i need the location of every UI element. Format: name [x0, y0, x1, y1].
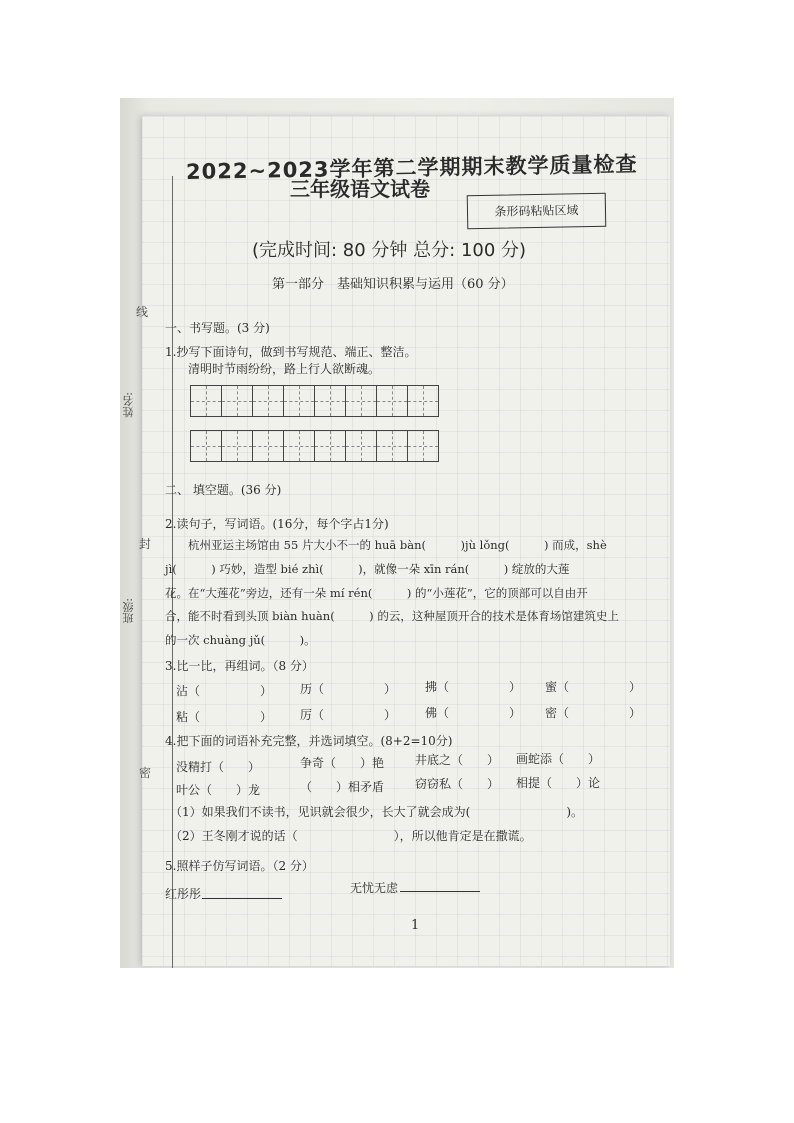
q3-prompt: 3.比一比，再组词。（8 分）	[165, 659, 314, 673]
q4-sentence-2: （2）王冬刚才说的话（ ），所以他肯定是在撒谎。	[170, 829, 532, 843]
grid-cell[interactable]	[377, 431, 408, 461]
q4-r1-c1: 没精打（ ）	[176, 760, 261, 774]
grid-cell[interactable]	[346, 431, 377, 461]
exam-title: 2022~2023学年第二学期期末教学质量检查	[185, 152, 638, 184]
q2-line-5: 的一次 chuàng jǔ( )。	[165, 633, 316, 647]
q4-r1-c4: 画蛇添（ ）	[516, 752, 601, 766]
q4-r2-c2: （ ）相矛盾	[300, 780, 385, 794]
mark-line: 线	[136, 305, 149, 319]
q3-r1-c4: 蜜（ ）	[545, 680, 642, 694]
q3-r1-c2: 历（ ）	[300, 682, 397, 696]
q3-r1-c3: 拂（ ）	[425, 680, 522, 694]
time-score: (完成时间: 80 分钟 总分: 100 分)	[252, 240, 527, 261]
q5-example-2: 无忧无虑	[350, 881, 399, 895]
poem-text: 清明时节雨纷纷，路上行人欲断魂。	[188, 362, 381, 376]
q5-example-1: 红彤彤	[165, 887, 202, 901]
grid-cell[interactable]	[284, 431, 315, 461]
grid-cell[interactable]	[191, 431, 222, 461]
grid-cell[interactable]	[408, 431, 438, 461]
grid-cell[interactable]	[253, 386, 284, 416]
q2-line-1: 杭州亚运主场馆由 55 片大小不一的 huā bàn( )jù lǒng( ) 而成，shè	[188, 538, 607, 552]
q3-r2-c3: 佛（ ）	[425, 706, 522, 720]
q3-r2-c2: 厉（ ）	[300, 708, 397, 722]
q5-answer-line-2[interactable]	[400, 891, 480, 892]
q3-r1-c1: 沾（ ）	[176, 684, 273, 698]
q4-prompt: 4.把下面的词语补充完整，并选词填空。(8+2=10分)	[165, 734, 453, 748]
grid-cell[interactable]	[346, 386, 377, 416]
grid-cell[interactable]	[408, 386, 438, 416]
grid-cell[interactable]	[253, 431, 284, 461]
q4-r2-c3: 窃窃私（ ）	[415, 777, 500, 791]
q4-r1-c3: 井底之（ ）	[415, 753, 500, 767]
grid-cell[interactable]	[191, 386, 222, 416]
grid-cell[interactable]	[284, 386, 315, 416]
q4-sentence-1: （1）如果我们不读书，见识就会很少，长大了就会成为( )。	[170, 805, 584, 819]
grid-cell[interactable]	[315, 386, 346, 416]
section2-heading: 二、 填空题。(36 分)	[165, 483, 282, 497]
grid-cell[interactable]	[315, 431, 346, 461]
grid-cell[interactable]	[222, 386, 253, 416]
section1-heading: 一、书写题。(3 分)	[165, 321, 270, 335]
page-number: 1	[411, 918, 420, 933]
writing-grid-row-2[interactable]	[190, 430, 439, 462]
exam-subtitle: 三年级语文试卷	[290, 177, 430, 201]
q1-prompt: 1.抄写下面诗句，做到书写规范、端正、整洁。	[165, 345, 417, 359]
mark-seal-2: 密	[139, 766, 152, 780]
q2-line-3: 花。在“大莲花”旁边，还有一朵 mí rén( ) 的“小莲花”，它的顶部可以自由开	[165, 586, 588, 600]
q5-prompt: 5.照样子仿写词语。（2 分）	[165, 859, 314, 873]
part-one-heading: 第一部分 基础知识积累与运用（60 分）	[272, 277, 514, 292]
q2-line-4: 合，能不时看到头顶 biàn huàn( ) 的云，这种屋顶开合的技术是体育场馆建筑史上	[165, 609, 619, 623]
q3-r2-c4: 密（ ）	[545, 706, 642, 720]
grid-cell[interactable]	[377, 386, 408, 416]
q3-r2-c1: 粘（ ）	[176, 710, 273, 724]
q4-r2-c1: 叶公（ ）龙	[176, 783, 261, 797]
name-label: 姓名:	[122, 392, 135, 418]
mark-seal: 封	[139, 537, 152, 551]
barcode-area: 条形码粘贴区域	[467, 193, 607, 229]
class-label: 班级:	[122, 598, 135, 624]
q4-r1-c2: 争奇（ ）艳	[300, 756, 385, 770]
q2-line-2: jì( ) 巧妙，造型 bié zhì( )，就像一朵 xīn rán( ) 绽放的大莲	[165, 562, 570, 576]
grid-cell[interactable]	[222, 431, 253, 461]
q2-prompt: 2.读句子，写词语。(16分，每个字占1分)	[165, 517, 389, 531]
writing-grid-row-1[interactable]	[190, 385, 439, 417]
q4-r2-c4: 相提（ ）论	[516, 776, 601, 790]
q5-answer-line-1[interactable]	[202, 898, 282, 899]
